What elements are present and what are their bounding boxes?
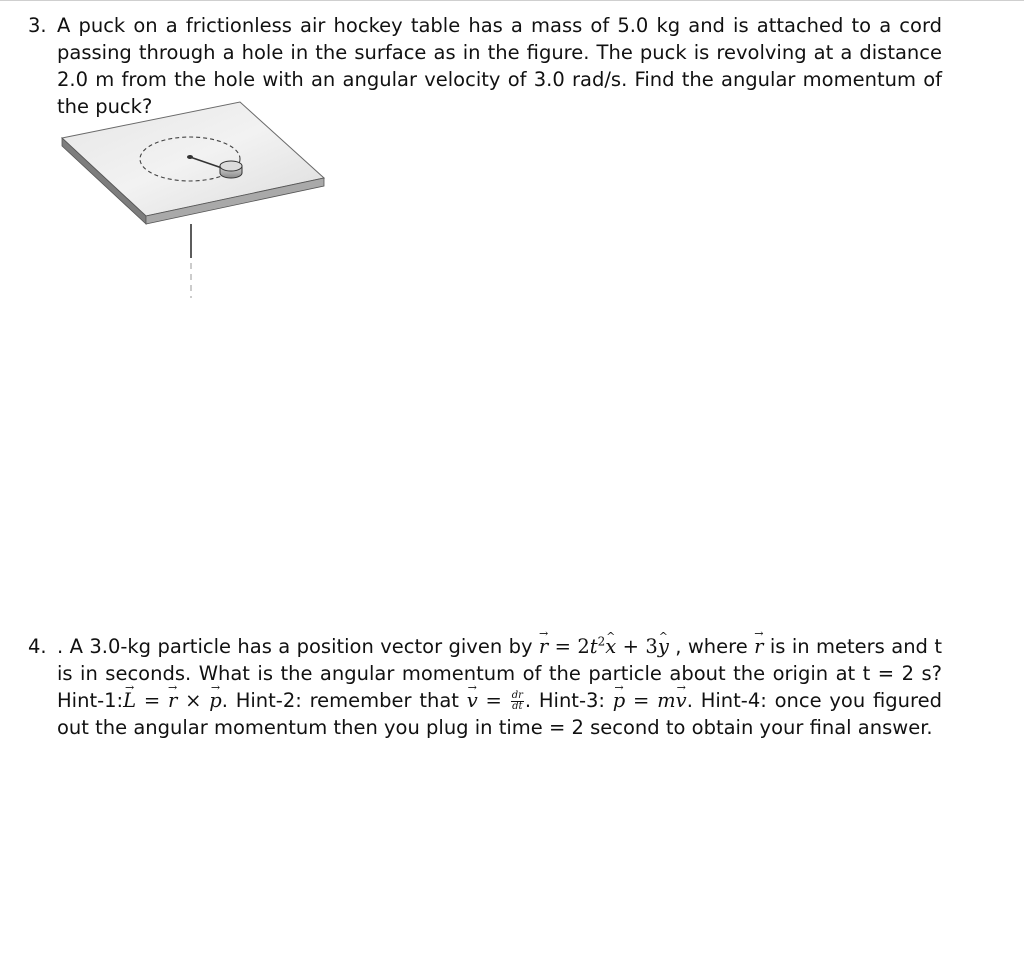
hint-1-L: → L: [123, 687, 136, 714]
hint-1-p: → p: [209, 687, 221, 714]
r-vector-again: → r: [754, 633, 763, 660]
hint-2-v: → v: [467, 687, 478, 714]
fraction-denominator: dt: [512, 701, 523, 712]
top-divider: [0, 0, 1024, 1]
problem-4: [28, 633, 942, 741]
x-hat: ^ x: [605, 633, 616, 660]
hint-2-equals: =: [477, 689, 510, 712]
hint-3-equals: =: [625, 689, 658, 712]
hint-3-end: .: [686, 689, 693, 712]
exponent: 2: [597, 634, 606, 649]
puck: [220, 161, 242, 178]
hint-1-r: → r: [168, 687, 177, 714]
where-text: , where: [668, 635, 755, 658]
hint-3-label: Hint-3:: [531, 689, 613, 712]
y-hat: ^ y: [658, 633, 669, 660]
time-var: t: [589, 635, 598, 658]
hint-4: Hint-4: once you figured out the angular momentum then you plug in time = 2 second to obtain your final answer.: [57, 689, 942, 739]
problem-4-text: [57, 633, 942, 741]
problem-3-text: A puck on a frictionless air hockey table has a mass of 5.0 kg and is attached to a cord passing through a hole in the surface as in the figure. The puck is revolving at a distance 2.0 m from the hole with an angular velocity of 3.0 rad/s. Find the angular momentum of the puck?: [57, 14, 942, 118]
hint-3-m: m: [657, 689, 676, 712]
hint-1-label: Hint-1:: [57, 689, 124, 712]
derivative-fraction: [511, 691, 524, 712]
hint-2-label: Hint-2: remember that: [227, 689, 467, 712]
air-hockey-table-figure: [58, 100, 328, 304]
plus-3: + 3: [616, 635, 658, 658]
units-text: is in meters and t is in seconds. What is the angular momentum of the particle about the origin at t = 2 s?: [57, 635, 942, 685]
hint-3-p: → p: [613, 687, 625, 714]
hint-2-end: .: [524, 689, 532, 712]
hint-3-v: → v: [676, 687, 687, 714]
hint-1-end: .: [221, 689, 228, 712]
equals-2: = 2: [548, 635, 590, 658]
fraction-numerator: dr: [511, 690, 523, 701]
table-surface: [62, 102, 324, 216]
problem-3-number: 3.: [28, 14, 47, 37]
hint-1-equals: =: [136, 689, 168, 712]
position-vector-r: → r: [539, 633, 548, 660]
problem-4-intro: . A 3.0-kg particle has a position vector given by: [57, 635, 533, 658]
problem-4-number: 4.: [28, 635, 47, 658]
hint-1-times: ×: [177, 689, 210, 712]
